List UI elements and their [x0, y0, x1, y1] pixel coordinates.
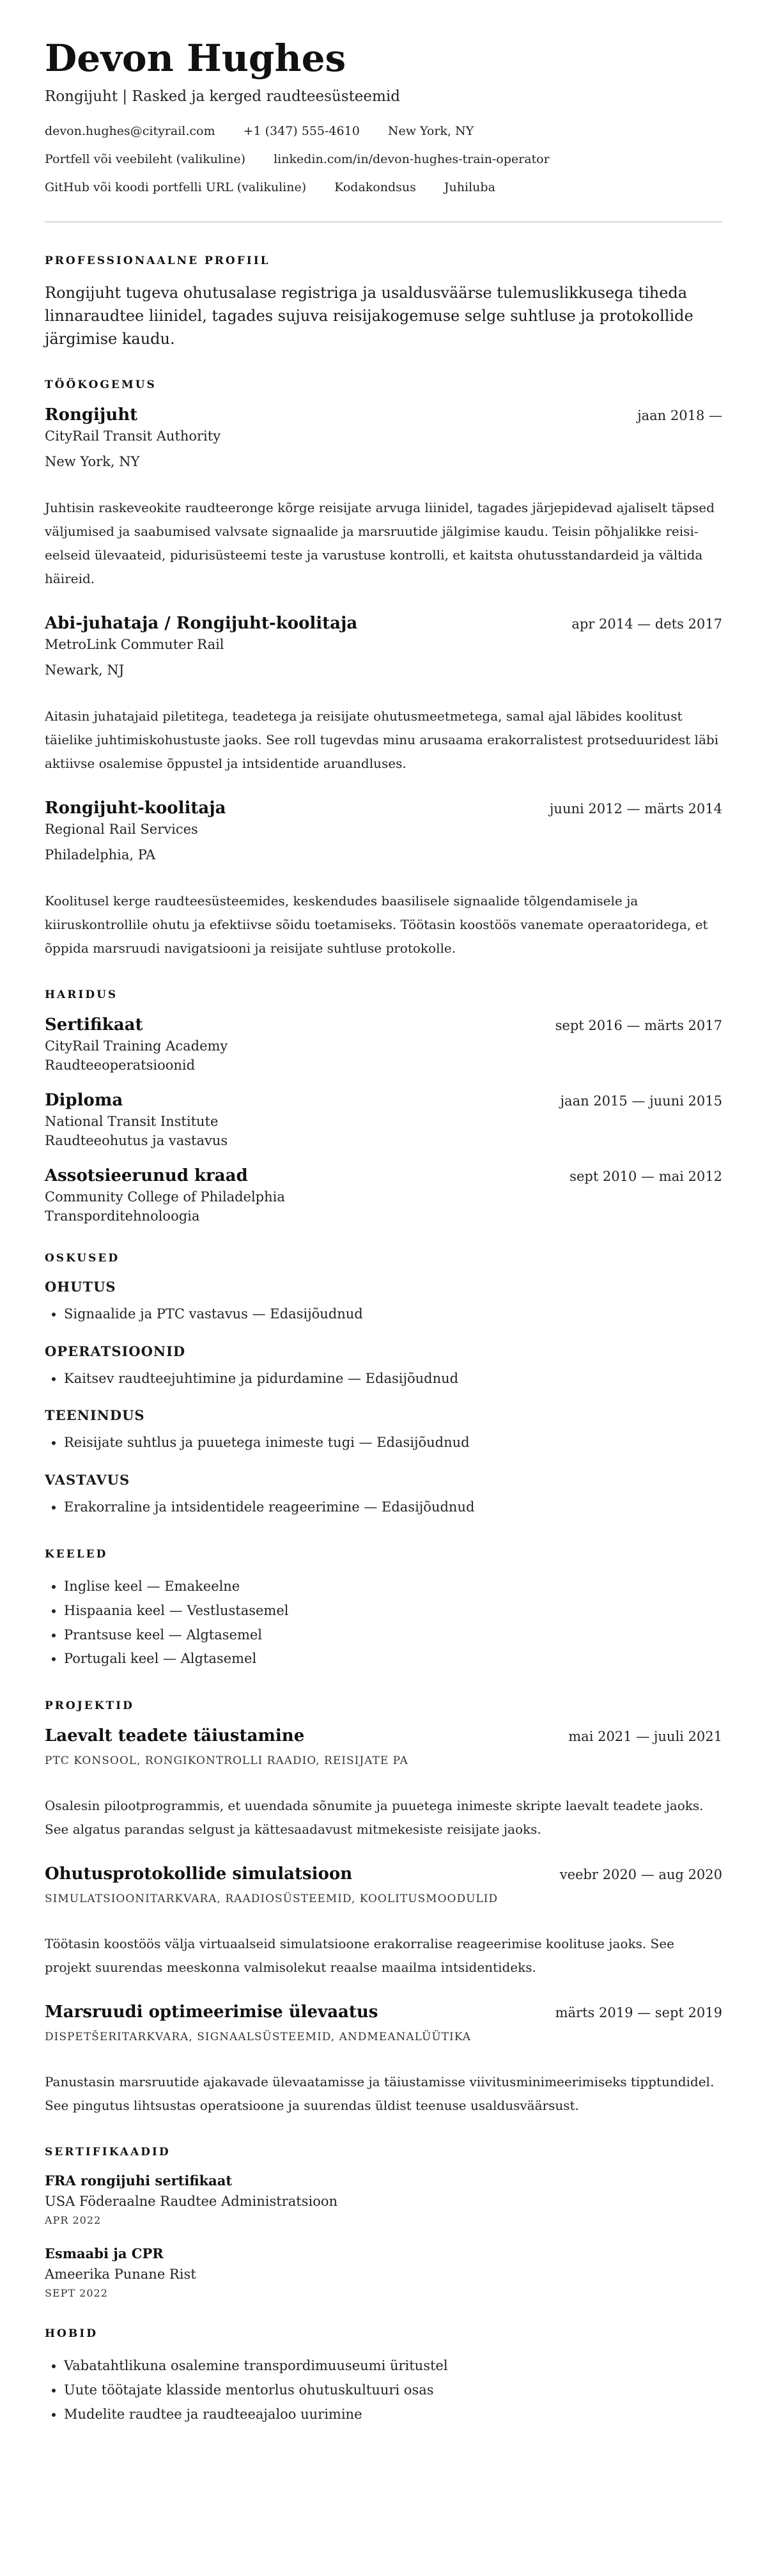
project-name: Laevalt teadete täiustamine — [45, 1726, 305, 1746]
certification-entry — [45, 2245, 722, 2299]
skill-group-title: OHUTUS — [45, 1278, 116, 1295]
section-title: HARIDUS — [45, 988, 118, 1001]
contact-row-2 — [45, 152, 722, 166]
job-description: Koolitusel kerge raudteesüsteemides, keskendudes baasilisele signaalide tõlgendamisele ja kiiruskontrollile ohutu ja efektiivse sõidu toetamiseks. Töötasin koostöös vanemate operaatoridega, et õppida marsruudi navigatsiooni ja reisijate suhtluse protokolle. — [45, 893, 708, 956]
location: New York, NY — [387, 123, 474, 138]
job-company: Regional Rail Services — [45, 821, 198, 837]
job-title: Abi-juhataja / Rongijuht-koolitaja — [45, 613, 358, 633]
project-technologies: SIMULATSIOONITARKVARA, RAADIOSÜSTEEMID, KOOLITUSMOODULID — [45, 1893, 499, 1906]
language-item: • Prantsuse keel — Algtasemel — [64, 1623, 722, 1648]
project-description: Töötasin koostöös välja virtuaalseid simulatsioone erakorralise reageerimise koolituse jaoks. See projekt suurendas meeskonna valmisolekut reaalse maailma intsidentideks. — [45, 1936, 674, 1976]
job-title: Rongijuht — [45, 405, 138, 425]
projects-section — [45, 1699, 722, 2118]
field-of-study: Raudteeohutus ja vastavus — [45, 1132, 228, 1148]
language-item: • Hispaania keel — Vestlustasemel — [64, 1599, 722, 1623]
hobby-item: • Uute töötajate klasside mentorlus ohutuskultuuri osas — [64, 2378, 722, 2403]
hobby-item: • Mudelite raudtee ja raudteeajaloo uurimine — [64, 2403, 722, 2427]
degree: Sertifikaat — [45, 1015, 143, 1034]
header-divider — [45, 221, 722, 222]
education-entry — [45, 1015, 722, 1073]
project-name: Marsruudi optimeerimise ülevaatus — [45, 2002, 378, 2022]
hobby-item: • Vabatahtlikuna osalemine transpordimuuseumi üritustel — [64, 2354, 722, 2378]
skill-group — [45, 1407, 722, 1455]
field-of-study: Raudteeoperatsioonid — [45, 1057, 196, 1073]
certification-issuer: USA Föderaalne Raudtee Administratsioon — [45, 2194, 338, 2210]
job-date: jaan 2018 — — [637, 407, 722, 423]
summary-section — [45, 254, 722, 350]
hobbies-list — [45, 2354, 722, 2426]
job-location: New York, NY — [45, 453, 140, 469]
project-date: veebr 2020 — aug 2020 — [559, 1867, 722, 1883]
summary-text: Rongijuht tugeva ohutusalase registriga ja usaldusväärse tulemuslikkusega tiheda linnaraudtee liinidel, tagades sujuva reisijakogemuse selge suhtluse ja protokollide järgimise kaudu. — [45, 283, 693, 348]
project-date: mai 2021 — juuli 2021 — [568, 1729, 722, 1745]
languages-list — [45, 1575, 722, 1671]
job-date: apr 2014 — dets 2017 — [571, 616, 722, 632]
github-link[interactable]: GitHub või koodi portfelli URL (valikuline) — [45, 180, 307, 194]
education-date: jaan 2015 — juuni 2015 — [560, 1093, 722, 1109]
job-description: Juhtisin raskeveokite raudteeronge kõrge reisijate arvuga liinidel, tagades järjepidevad ajaliselt täpsed väljumised ja saabumised valvsate signaalide ja marsruutide jälgimise kaudu. Teisin põhjalikke reisi-eelseid ülevaateid, pidurisüsteemi teste ja varustuse kontrolli, et kaitsta ohutusstandardeid ja vältida häireid. — [45, 499, 715, 586]
contact-row-3 — [45, 180, 722, 194]
certification-date: SEPT 2022 — [45, 2287, 108, 2300]
drivers-license: Juhiluba — [444, 180, 495, 194]
degree: Assotsieerunud kraad — [45, 1166, 248, 1185]
skill-item: • Signaalide ja PTC vastavus — Edasijõudnud — [64, 1302, 722, 1327]
education-section — [45, 988, 722, 1224]
project-entry — [45, 1726, 722, 1841]
certification-entry — [45, 2173, 722, 2226]
skill-item: • Erakorraline ja intsidentidele reageerimine — Edasijõudnud — [64, 1495, 722, 1520]
school: National Transit Institute — [45, 1113, 219, 1129]
section-title: OSKUSED — [45, 1251, 120, 1265]
project-entry — [45, 2002, 722, 2118]
section-title: TÖÖKOGEMUS — [45, 378, 157, 391]
linkedin-link[interactable]: linkedin.com/in/devon-hughes-train-operator — [274, 152, 550, 166]
experience-section — [45, 379, 722, 960]
section-title: HOBID — [45, 2327, 98, 2341]
skills-section — [45, 1252, 722, 1520]
job-location: Newark, NJ — [45, 662, 125, 678]
portfolio-link[interactable]: Portfell või veebileht (valikuline) — [45, 152, 246, 166]
email-link[interactable]: devon.hughes@cityrail.com — [45, 123, 215, 138]
skill-group — [45, 1472, 722, 1520]
skill-group-title: TEENINDUS — [45, 1407, 145, 1424]
skill-item: • Kaitsev raudteejuhtimine ja pidurdamine — Edasijõudnud — [64, 1367, 722, 1391]
section-title: KEELED — [45, 1547, 108, 1561]
degree: Diploma — [45, 1090, 123, 1110]
phone-number[interactable]: +1 (347) 555-4610 — [243, 123, 360, 138]
job-title: Rongijuht-koolitaja — [45, 798, 226, 818]
skill-group-title: OPERATSIOONID — [45, 1343, 186, 1359]
contact-row-1 — [45, 124, 722, 138]
job-location: Philadelphia, PA — [45, 847, 156, 863]
project-entry — [45, 1864, 722, 1979]
experience-entry — [45, 614, 722, 776]
project-technologies: DISPETŠERITARKVARA, SIGNAALSÜSTEEMID, ANDMEANALÜÜTIKA — [45, 2031, 471, 2044]
project-technologies: PTC KONSOOL, RONGIKONTROLLI RAADIO, REISIJATE PA — [45, 1754, 408, 1768]
candidate-name: Devon Hughes — [45, 36, 346, 80]
project-description: Panustasin marsruutide ajakavade ülevaatamisse ja täiustamisse viivitusminimeerimiseks tipptundidel. See pingutus lihtsustas operatsioone ja suurendas üldist teenuse usaldusväärsust. — [45, 2074, 715, 2114]
experience-entry — [45, 405, 722, 591]
language-item: • Portugali keel — Algtasemel — [64, 1647, 722, 1671]
language-item: • Inglise keel — Emakeelne — [64, 1575, 722, 1599]
education-date: sept 2010 — mai 2012 — [569, 1168, 722, 1184]
project-description: Osalesin pilootprogrammis, et uuendada sõnumite ja puuetega inimeste skripte laevalt teadete jaoks. See algatus parandas selgust ja kättesaadavust mitmekesiste reisijate jaoks. — [45, 1798, 704, 1838]
job-company: MetroLink Commuter Rail — [45, 636, 224, 652]
skill-group — [45, 1279, 722, 1327]
section-title: PROJEKTID — [45, 1699, 134, 1713]
education-date: sept 2016 — märts 2017 — [555, 1017, 722, 1033]
education-entry — [45, 1091, 722, 1148]
project-name: Ohutusprotokollide simulatsioon — [45, 1864, 353, 1884]
certification-date: APR 2022 — [45, 2214, 102, 2227]
project-date: märts 2019 — sept 2019 — [555, 2005, 722, 2021]
candidate-headline: Rongijuht | Rasked ja kerged raudteesüsteemid — [45, 88, 400, 105]
section-title: SERTIFIKAADID — [45, 2146, 171, 2159]
skill-group — [45, 1343, 722, 1391]
job-company: CityRail Transit Authority — [45, 428, 221, 444]
citizenship: Kodakondsus — [334, 180, 416, 194]
experience-entry — [45, 799, 722, 960]
certification-issuer: Ameerika Punane Rist — [45, 2267, 196, 2283]
school: Community College of Philadelphia — [45, 1189, 285, 1205]
hobbies-section — [45, 2327, 722, 2426]
skill-item: • Reisijate suhtlus ja puuetega inimeste tugi — Edasijõudnud — [64, 1431, 722, 1455]
education-entry — [45, 1166, 722, 1224]
section-title: PROFESSIONAALNE PROFIIL — [45, 254, 270, 267]
school: CityRail Training Academy — [45, 1038, 228, 1054]
certifications-section — [45, 2146, 722, 2299]
job-description: Aitasin juhatajaid piletitega, teadetega ja reisijate ohutusmeetmetega, samal ajal läbides koolitust täielike juhtimiskohustuste jaoks. See roll tugevdas minu arusaama erakorralistest protseduuridest läbi aktiivse osalemise õppustel ja intsidentide aruandluses. — [45, 708, 719, 771]
certification-name: Esmaabi ja CPR — [45, 2245, 164, 2262]
languages-section — [45, 1548, 722, 1671]
skill-group-title: VASTAVUS — [45, 1472, 130, 1488]
field-of-study: Transporditehnoloogia — [45, 1208, 200, 1224]
job-date: juuni 2012 — märts 2014 — [549, 800, 722, 816]
resume-header — [45, 38, 722, 194]
certification-name: FRA rongijuhi sertifikaat — [45, 2173, 233, 2189]
